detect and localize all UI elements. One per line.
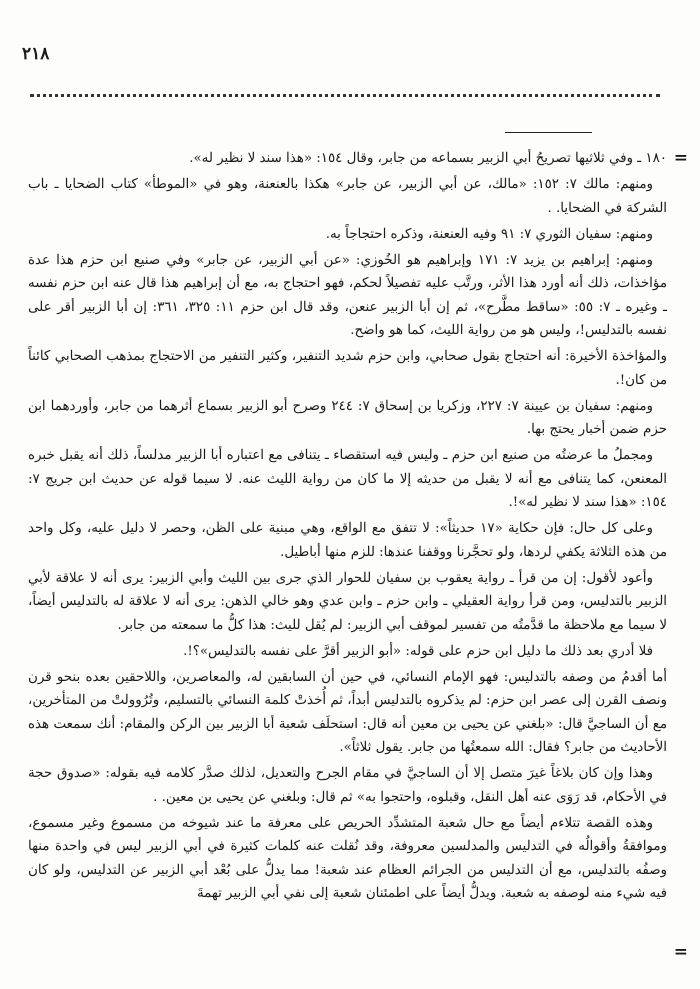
paragraph: والمؤاخذة الأخيرة: أنه احتجاج بقول صحابي، وابن حزم شديد التنفير، وكثير التنفير من الاحتجاج بمذهب الصحابي كائناً من كان!.	[28, 349, 667, 388]
footnote-separator-rule	[505, 132, 592, 133]
paragraph: ومنهم: سفيان بن عيينة ٧: ٢٢٧، وزكريا بن إسحاق ٧: ٢٤٤ وصرح أبو الزبير بسماع أثرهما من جابر، وأوردهما ابن حزم ضمن أخبار يحتج بها.	[28, 398, 667, 437]
continuation-mark-bottom: =	[673, 942, 688, 962]
paragraph: ومجملُ ما عرضتُه من صنيع ابن حزم ـ وليس فيه استقصاء ـ يتنافى مع اعتباره أبا الزبير مدلساً، ذلك أنه يقبل خبره المعنعن، كما يتنافى مع أنه لا يقبل من حديثه إلا ما كان من رواية الليث عنه. لا سيما قوله عن حديث ابن جريج ٧: ١٥٤: «هذا سند لا نظير له»!.	[28, 448, 667, 510]
paragraph: أما أقدمُ من وصفه بالتدليس: فهو الإمام النسائي، في حين أن السابقين له، والمعاصرين، واللاحقين بعده بنحو قرن ونصف القرن إلى عصر ابن حزم: لم يذكروه بالتدليس أبداً، ثم أُخذتْ كلمة النسائي بالتسليم، وتُرُوولتْ من المتأخرين، مع أن الساجيَّ قال: «بلغني عن يحيى بن معين أنه قال: استحلَف شعبة أبا الزبير بين الركن والمقام: أنك سمعت هذه الأحاديث من جابر؟ فقال: الله سمعتُها من جابر. يقول ثلاثاً».	[28, 669, 667, 755]
paragraph: وعلى كل حال: فإن حكاية «١٧ حديثاً»: لا تتفق مع الواقع، وهي مبنية على الظن، وحصر لا دليل عليه، وكل واحد من هذه الثلاثة يكفي لردها، ولو تحجَّرنا ووقفنا عندها: للزم منها أباطيل.	[28, 521, 667, 560]
page-number: ٢١٨	[22, 44, 50, 64]
continuation-mark-top: =	[673, 148, 688, 168]
paragraph: وأعود لأقول: إن من قرأ ـ رواية يعقوب بن سفيان للحوار الذي جرى بين الليث وأبي الزبير: يرى أنه لا علاقة لأبي الزبير بالتدليس، ومن قرأ رواية العقيلي ـ وابن حزم ـ وابن عدي وهو خالي الذهن: يرى أنه لا علاقة له بالتدليس أيضاً، لا سيما مع ملاحظة ما قدَّمتُه من تفسير لموقف أبي الزبير: لم يُقل لليث: هذا كلُّ ما سمعته من جابر.	[28, 570, 667, 633]
paragraph: وهذه القصة تتلاءم أيضاً مع حال شعبة المتشدِّد الحريص على معرفة ما عند شيوخه من مسموع وغير مسموع، وموافقةُ وأقوالُه في التدليس والمدلسين معروفة، وقد نُقلت عنه كلمات كثيرة في أبي الزبير ليس في واحدة منها وصفُه بالتدليس، مع أن التدليس من الجرائم العظام عند شعبة! مما يدلُّ على بُعْد أبي الزبير عن التدليس، ولو كان فيه شيء منه لوصفه به شعبة. ويدلُّ أيضاً على اطمئنان شعبة إلى نفي أبي الزبير تهمةَ	[28, 815, 667, 901]
header-dotted-rule	[30, 94, 660, 97]
paragraph: ومنهم: سفيان الثوري ٧: ٩١ وفيه العنعنة، وذكره احتجاجاً به.	[325, 226, 653, 242]
paragraph: ١٨٠ ـ وفي ثلاثيها تصريحُ أبي الزبير بسماعه من جابر، وقال ١٥٤: «هذا سند لا نظير له».	[189, 151, 667, 166]
paragraph: وهذا وإن كان بلاغاً غيرَ متصل إلا أن الساجيَّ في مقام الجرح والتعديل، لذلك صدَّر كلامه فيه بقوله: «صدوق حجة في الأحكام، قد رَوَى عنه أهل النقل، وقبلوه، واحتجوا به» ثم قال: وبلغني عن يحيى بن معين. .	[28, 766, 667, 805]
body-text	[28, 147, 667, 989]
paragraph: فلا أدري بعد ذلك ما دليل ابن حزم على قوله: «أبو الزبير أقرَّ على نفسه بالتدليس»؟!.	[183, 643, 653, 659]
paragraph: ومنهم: إبراهيم بن يزيد ٧: ١٧١ وإبراهيم هو الخُوزي: «عن أبي الزبير، عن جابر» وفي صنيع ابن حزم هذا عدة مؤاخذات، ذلك أنه أورد هذا الأثر، ورتَّب عليه تفصيلاً لحكم، فهو احتجاج به، مع أن إبراهيم هذا قال عنه ابن حزم نفسه ـ وغيره ـ ٧: ٥٥: «ساقط مطَّرح»، ثم إن أبا الزبير عنعن، وقد قال ابن حزم ١١: ٣٢٥، ٣٦١: إن أبا الزبير أقر على نفسه بالتدليس!، وليس هو من رواية الليث، كما هو واضح.	[28, 252, 667, 338]
paragraph: ومنهم: مالك ٧: ١٥٢: «مالك، عن أبي الزبير، عن جابر» هكذا بالعنعنة، وهو في «الموطأ» كتاب الضحايا ـ باب الشركة في الضحايا. .	[28, 177, 667, 216]
